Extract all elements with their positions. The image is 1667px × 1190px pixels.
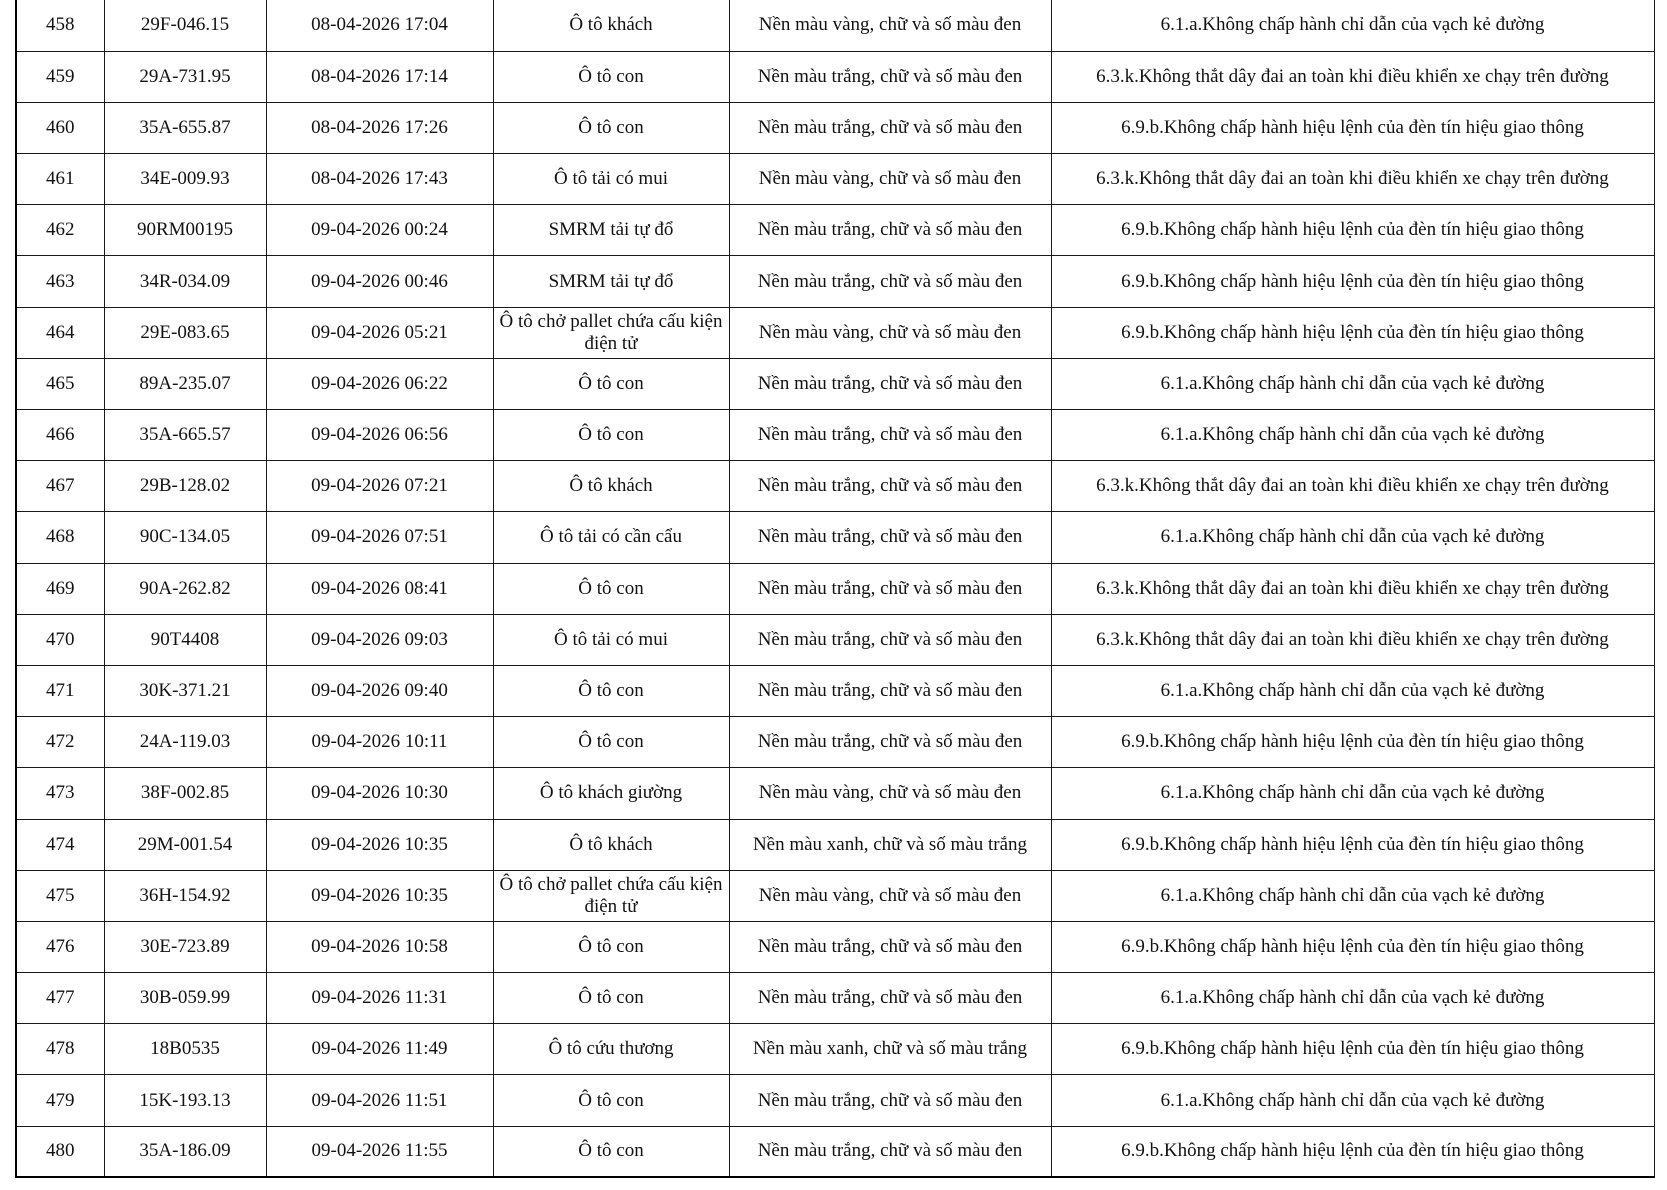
table-row [16, 563, 1654, 614]
cell-violation: 6.1.a.Không chấp hành chỉ dẫn của vạch kẻ đường [1051, 512, 1654, 563]
cell-time: 09-04-2026 11:55 [266, 1126, 493, 1177]
cell-stt: 470 [16, 614, 104, 665]
cell-time: 09-04-2026 06:22 [266, 358, 493, 409]
cell-stt: 479 [16, 1075, 104, 1126]
cell-plate-color: Nền màu trắng, chữ và số màu đen [729, 1075, 1051, 1126]
cell-violation: 6.1.a.Không chấp hành chỉ dẫn của vạch kẻ đường [1051, 870, 1654, 921]
cell-vehicle-type: Ô tô tải có cần cẩu [493, 512, 729, 563]
cell-plate-color: Nền màu trắng, chữ và số màu đen [729, 614, 1051, 665]
cell-plate-color: Nền màu vàng, chữ và số màu đen [729, 768, 1051, 819]
cell-time: 09-04-2026 11:51 [266, 1075, 493, 1126]
cell-violation: 6.9.b.Không chấp hành hiệu lệnh của đèn tín hiệu giao thông [1051, 819, 1654, 870]
cell-plate-color: Nền màu trắng, chữ và số màu đen [729, 1126, 1051, 1177]
cell-plate: 29A-731.95 [104, 51, 266, 102]
cell-time: 09-04-2026 00:24 [266, 205, 493, 256]
table-row [16, 410, 1654, 461]
cell-plate-color: Nền màu vàng, chữ và số màu đen [729, 870, 1051, 921]
cell-time: 09-04-2026 05:21 [266, 307, 493, 358]
cell-violation: 6.1.a.Không chấp hành chỉ dẫn của vạch kẻ đường [1051, 0, 1654, 51]
cell-plate-color: Nền màu vàng, chữ và số màu đen [729, 0, 1051, 51]
violation-table-body [16, 0, 1654, 1177]
cell-vehicle-type: Ô tô khách [493, 819, 729, 870]
cell-violation: 6.1.a.Không chấp hành chỉ dẫn của vạch kẻ đường [1051, 1075, 1654, 1126]
cell-plate: 90C-134.05 [104, 512, 266, 563]
table-row [16, 0, 1654, 51]
cell-stt: 469 [16, 563, 104, 614]
cell-plate-color: Nền màu trắng, chữ và số màu đen [729, 665, 1051, 716]
table-row [16, 154, 1654, 205]
cell-time: 09-04-2026 00:46 [266, 256, 493, 307]
cell-plate: 90A-262.82 [104, 563, 266, 614]
cell-plate: 15K-193.13 [104, 1075, 266, 1126]
cell-plate: 35A-655.87 [104, 102, 266, 153]
cell-time: 09-04-2026 10:58 [266, 921, 493, 972]
cell-vehicle-type: Ô tô con [493, 563, 729, 614]
table-row [16, 717, 1654, 768]
cell-violation: 6.9.b.Không chấp hành hiệu lệnh của đèn tín hiệu giao thông [1051, 102, 1654, 153]
cell-vehicle-type: Ô tô con [493, 717, 729, 768]
cell-time: 08-04-2026 17:14 [266, 51, 493, 102]
cell-plate-color: Nền màu trắng, chữ và số màu đen [729, 973, 1051, 1024]
cell-violation: 6.1.a.Không chấp hành chỉ dẫn của vạch kẻ đường [1051, 665, 1654, 716]
table-row [16, 1075, 1654, 1126]
cell-vehicle-type: Ô tô con [493, 1075, 729, 1126]
cell-plate: 90T4408 [104, 614, 266, 665]
table-row [16, 614, 1654, 665]
cell-plate: 18B0535 [104, 1024, 266, 1075]
cell-time: 09-04-2026 10:35 [266, 819, 493, 870]
cell-plate: 30K-371.21 [104, 665, 266, 716]
cell-vehicle-type: Ô tô cứu thương [493, 1024, 729, 1075]
table-row [16, 819, 1654, 870]
cell-plate: 90RM00195 [104, 205, 266, 256]
cell-plate-color: Nền màu vàng, chữ và số màu đen [729, 307, 1051, 358]
cell-stt: 459 [16, 51, 104, 102]
cell-stt: 468 [16, 512, 104, 563]
cell-stt: 480 [16, 1126, 104, 1177]
cell-stt: 465 [16, 358, 104, 409]
cell-violation: 6.9.b.Không chấp hành hiệu lệnh của đèn tín hiệu giao thông [1051, 1024, 1654, 1075]
cell-violation: 6.3.k.Không thắt dây đai an toàn khi điều khiển xe chạy trên đường [1051, 154, 1654, 205]
cell-plate-color: Nền màu trắng, chữ và số màu đen [729, 358, 1051, 409]
cell-violation: 6.9.b.Không chấp hành hiệu lệnh của đèn tín hiệu giao thông [1051, 921, 1654, 972]
cell-violation: 6.9.b.Không chấp hành hiệu lệnh của đèn tín hiệu giao thông [1051, 205, 1654, 256]
cell-plate: 30B-059.99 [104, 973, 266, 1024]
cell-vehicle-type: Ô tô con [493, 410, 729, 461]
cell-stt: 463 [16, 256, 104, 307]
cell-time: 09-04-2026 10:35 [266, 870, 493, 921]
cell-stt: 477 [16, 973, 104, 1024]
cell-vehicle-type: Ô tô con [493, 358, 729, 409]
cell-time: 09-04-2026 11:31 [266, 973, 493, 1024]
cell-stt: 476 [16, 921, 104, 972]
cell-time: 09-04-2026 06:56 [266, 410, 493, 461]
cell-plate-color: Nền màu trắng, chữ và số màu đen [729, 51, 1051, 102]
cell-plate-color: Nền màu trắng, chữ và số màu đen [729, 563, 1051, 614]
cell-time: 08-04-2026 17:43 [266, 154, 493, 205]
cell-plate: 38F-002.85 [104, 768, 266, 819]
table-row [16, 307, 1654, 358]
cell-time: 08-04-2026 17:04 [266, 0, 493, 51]
cell-violation: 6.3.k.Không thắt dây đai an toàn khi điều khiển xe chạy trên đường [1051, 461, 1654, 512]
table-row [16, 1024, 1654, 1075]
cell-vehicle-type: Ô tô tải có mui [493, 154, 729, 205]
cell-stt: 467 [16, 461, 104, 512]
cell-vehicle-type: Ô tô chở pallet chứa cấu kiện điện tử [493, 307, 729, 358]
cell-stt: 466 [16, 410, 104, 461]
cell-plate-color: Nền màu xanh, chữ và số màu trắng [729, 819, 1051, 870]
cell-plate: 34R-034.09 [104, 256, 266, 307]
cell-violation: 6.1.a.Không chấp hành chỉ dẫn của vạch kẻ đường [1051, 410, 1654, 461]
cell-time: 09-04-2026 11:49 [266, 1024, 493, 1075]
cell-stt: 462 [16, 205, 104, 256]
cell-plate-color: Nền màu vàng, chữ và số màu đen [729, 154, 1051, 205]
cell-time: 09-04-2026 08:41 [266, 563, 493, 614]
cell-vehicle-type: Ô tô con [493, 973, 729, 1024]
cell-vehicle-type: SMRM tải tự đổ [493, 256, 729, 307]
cell-vehicle-type: Ô tô con [493, 51, 729, 102]
table-row [16, 102, 1654, 153]
cell-vehicle-type: Ô tô khách [493, 0, 729, 51]
cell-violation: 6.9.b.Không chấp hành hiệu lệnh của đèn tín hiệu giao thông [1051, 256, 1654, 307]
cell-plate: 34E-009.93 [104, 154, 266, 205]
table-row [16, 512, 1654, 563]
cell-plate-color: Nền màu trắng, chữ và số màu đen [729, 921, 1051, 972]
cell-plate-color: Nền màu trắng, chữ và số màu đen [729, 256, 1051, 307]
table-row [16, 870, 1654, 921]
cell-plate: 29B-128.02 [104, 461, 266, 512]
cell-stt: 473 [16, 768, 104, 819]
cell-vehicle-type: Ô tô con [493, 665, 729, 716]
cell-time: 08-04-2026 17:26 [266, 102, 493, 153]
table-row [16, 768, 1654, 819]
table-row [16, 461, 1654, 512]
cell-stt: 472 [16, 717, 104, 768]
table-row [16, 205, 1654, 256]
cell-vehicle-type: Ô tô con [493, 921, 729, 972]
cell-time: 09-04-2026 09:40 [266, 665, 493, 716]
cell-plate-color: Nền màu trắng, chữ và số màu đen [729, 461, 1051, 512]
table-row [16, 51, 1654, 102]
cell-stt: 460 [16, 102, 104, 153]
cell-violation: 6.3.k.Không thắt dây đai an toàn khi điều khiển xe chạy trên đường [1051, 563, 1654, 614]
cell-violation: 6.3.k.Không thắt dây đai an toàn khi điều khiển xe chạy trên đường [1051, 51, 1654, 102]
cell-vehicle-type: Ô tô chở pallet chứa cấu kiện điện tử [493, 870, 729, 921]
cell-violation: 6.9.b.Không chấp hành hiệu lệnh của đèn tín hiệu giao thông [1051, 1126, 1654, 1177]
cell-plate-color: Nền màu trắng, chữ và số màu đen [729, 717, 1051, 768]
cell-plate: 29E-083.65 [104, 307, 266, 358]
table-row [16, 256, 1654, 307]
cell-plate-color: Nền màu trắng, chữ và số màu đen [729, 512, 1051, 563]
cell-stt: 464 [16, 307, 104, 358]
cell-plate: 29F-046.15 [104, 0, 266, 51]
table-row [16, 1126, 1654, 1177]
table-row [16, 921, 1654, 972]
cell-stt: 474 [16, 819, 104, 870]
cell-violation: 6.9.b.Không chấp hành hiệu lệnh của đèn tín hiệu giao thông [1051, 717, 1654, 768]
cell-vehicle-type: Ô tô khách giường [493, 768, 729, 819]
cell-violation: 6.3.k.Không thắt dây đai an toàn khi điều khiển xe chạy trên đường [1051, 614, 1654, 665]
cell-plate: 24A-119.03 [104, 717, 266, 768]
cell-plate-color: Nền màu xanh, chữ và số màu trắng [729, 1024, 1051, 1075]
cell-time: 09-04-2026 07:21 [266, 461, 493, 512]
cell-vehicle-type: SMRM tải tự đổ [493, 205, 729, 256]
table-row [16, 358, 1654, 409]
cell-stt: 471 [16, 665, 104, 716]
cell-violation: 6.1.a.Không chấp hành chỉ dẫn của vạch kẻ đường [1051, 358, 1654, 409]
cell-stt: 461 [16, 154, 104, 205]
cell-vehicle-type: Ô tô khách [493, 461, 729, 512]
cell-plate: 35A-186.09 [104, 1126, 266, 1177]
cell-vehicle-type: Ô tô con [493, 1126, 729, 1177]
cell-time: 09-04-2026 07:51 [266, 512, 493, 563]
cell-violation: 6.9.b.Không chấp hành hiệu lệnh của đèn tín hiệu giao thông [1051, 307, 1654, 358]
cell-stt: 475 [16, 870, 104, 921]
cell-plate-color: Nền màu trắng, chữ và số màu đen [729, 102, 1051, 153]
cell-plate-color: Nền màu trắng, chữ và số màu đen [729, 410, 1051, 461]
cell-time: 09-04-2026 10:11 [266, 717, 493, 768]
cell-plate: 29M-001.54 [104, 819, 266, 870]
cell-plate: 89A-235.07 [104, 358, 266, 409]
cell-vehicle-type: Ô tô tải có mui [493, 614, 729, 665]
cell-plate: 35A-665.57 [104, 410, 266, 461]
cell-time: 09-04-2026 09:03 [266, 614, 493, 665]
cell-stt: 478 [16, 1024, 104, 1075]
violation-table [15, 0, 1655, 1178]
cell-violation: 6.1.a.Không chấp hành chỉ dẫn của vạch kẻ đường [1051, 973, 1654, 1024]
cell-vehicle-type: Ô tô con [493, 102, 729, 153]
cell-stt: 458 [16, 0, 104, 51]
cell-plate-color: Nền màu trắng, chữ và số màu đen [729, 205, 1051, 256]
cell-violation: 6.1.a.Không chấp hành chỉ dẫn của vạch kẻ đường [1051, 768, 1654, 819]
cell-time: 09-04-2026 10:30 [266, 768, 493, 819]
table-row [16, 973, 1654, 1024]
cell-plate: 36H-154.92 [104, 870, 266, 921]
cell-plate: 30E-723.89 [104, 921, 266, 972]
table-row [16, 665, 1654, 716]
